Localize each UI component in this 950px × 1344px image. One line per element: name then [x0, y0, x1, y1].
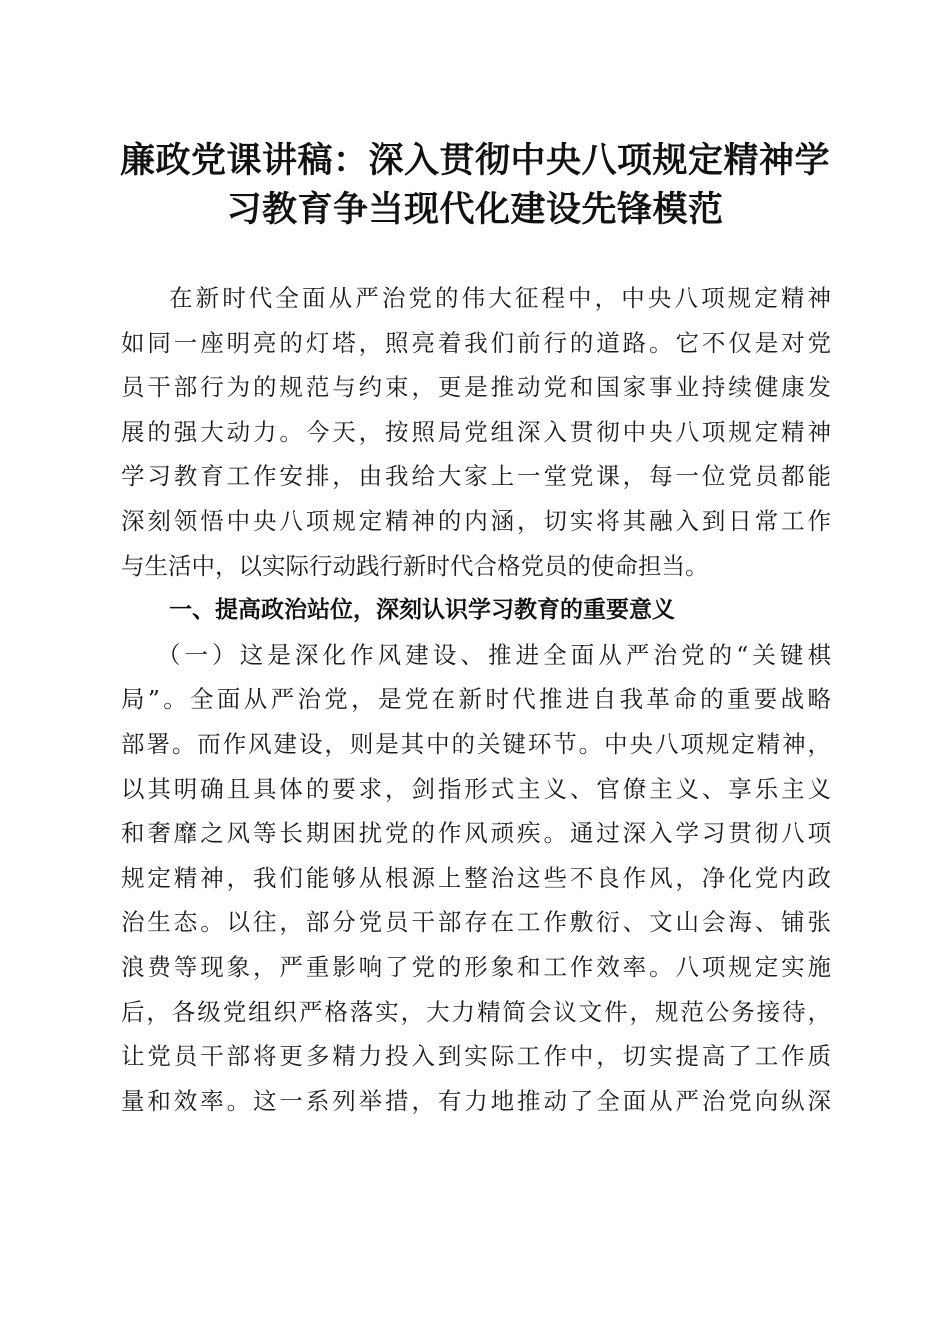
intro-line: 员干部行为的规范与约束，更是推动党和国家事业持续健康发 — [121, 373, 831, 402]
document-title — [105, 136, 845, 234]
subsection-line: 和奢靡之风等长期困扰党的作风顽疾。通过深入学习贯彻八项 — [121, 819, 831, 848]
intro-line: 在新时代全面从严治党的伟大征程中，中央八项规定精神 — [169, 284, 831, 312]
subsection-line: 治生态。以往，部分党员干部存在工作敷衍、文山会海、铺张 — [121, 908, 831, 937]
title-line-2: 习教育争当现代化建设先锋模范 — [226, 189, 724, 230]
document-body — [121, 276, 831, 1123]
title-line-1: 廉政党课讲稿：深入贯彻中央八项规定精神学 — [119, 140, 830, 181]
intro-line: 如同一座明亮的灯塔，照亮着我们前行的道路。它不仅是对党 — [121, 328, 831, 357]
intro-line: 展的强大动力。今天，按照局党组深入贯彻中央八项规定精神 — [121, 417, 831, 446]
subsection-line: 以其明确且具体的要求，剑指形式主义、官僚主义、享乐主义 — [121, 774, 831, 803]
subsection-line: 量和效率。这一系列举措，有力地推动了全面从严治党向纵深 — [121, 1086, 831, 1115]
intro-line: 深刻领悟中央八项规定精神的内涵，切实将其融入到日常工作 — [121, 506, 831, 535]
subsection-line: 后，各级党组织严格落实，大力精简会议文件，规范公务接待， — [121, 997, 831, 1026]
subsection-line: 局”。全面从严治党，是党在新时代推进自我革命的重要战略 — [121, 685, 831, 714]
subsection-line: 部署。而作风建设，则是其中的关键环节。中央八项规定精神， — [121, 729, 831, 758]
subsection-line: 规定精神，我们能够从根源上整治这些不良作风，净化党内政 — [121, 863, 831, 892]
subsection-line: 让党员干部将更多精力投入到实际工作中，切实提高了工作质 — [121, 1042, 831, 1071]
intro-line: 学习教育工作安排，由我给大家上一堂党课，每一位党员都能 — [121, 462, 831, 491]
subsection-line: （一）这是深化作风建设、推进全面从严治党的“关键棋 — [157, 640, 831, 669]
intro-line: 与生活中，以实际行动践行新时代合格党员的使命担当。 — [121, 551, 709, 580]
subsection-line: 浪费等现象，严重影响了党的形象和工作效率。八项规定实施 — [121, 952, 831, 981]
section-heading: 一、提高政治站位，深刻认识学习教育的重要意义 — [169, 597, 675, 624]
